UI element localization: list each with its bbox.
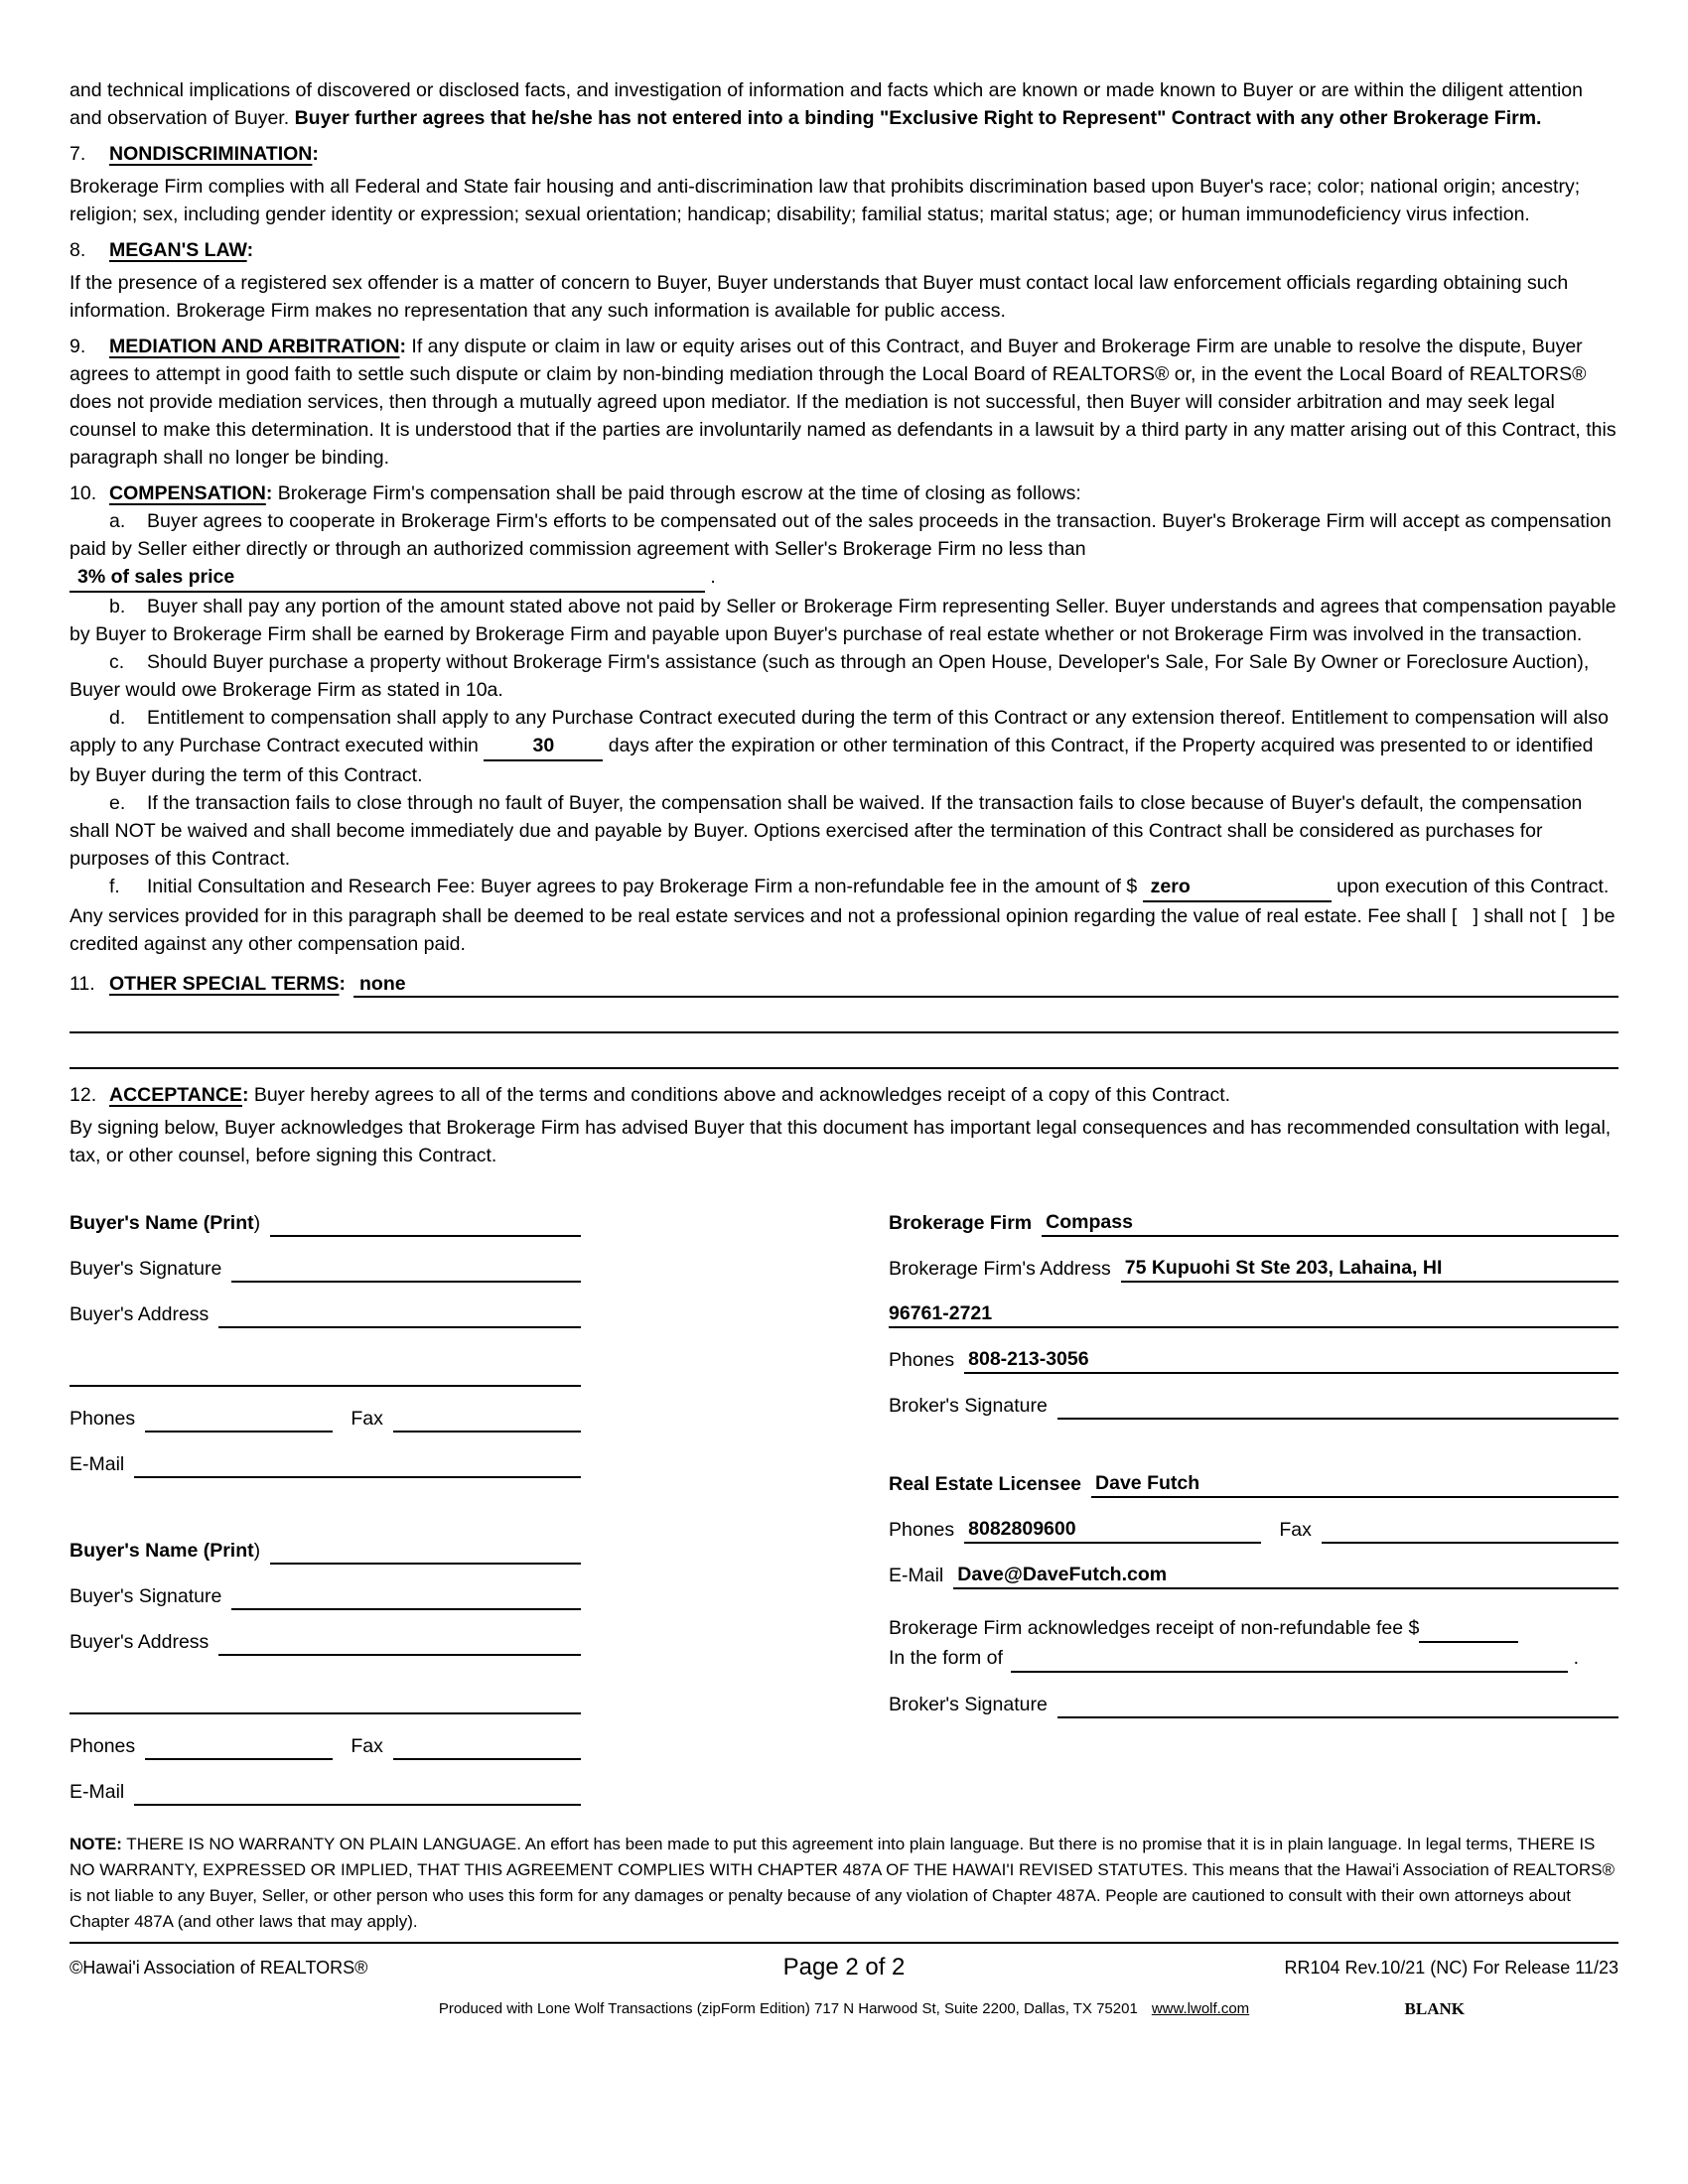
- special-terms-blank-line-2: [70, 1033, 1618, 1069]
- item-10c-number: c.: [109, 651, 125, 673]
- buyer1-address-label: Buyer's Address: [70, 1303, 210, 1325]
- fee-ack-amount-line: [1419, 1613, 1518, 1643]
- buyer1-fax-label: Fax: [351, 1408, 383, 1430]
- broker-signature2-label: Broker's Signature: [889, 1694, 1048, 1715]
- buyer1-name-row: [70, 1208, 581, 1237]
- section-12-title: ACCEPTANCE: [109, 1084, 242, 1106]
- buyer1-phones-row: [70, 1404, 581, 1433]
- section-9-body: If any dispute or claim in law or equity arises out of this Contract, and Buyer and Brokerage Firm are unable to resolve the dispute, Buyer agrees to attempt in good faith to settle such dispute or claim by non-binding mediation through the Local Board of REALTORS® or, in the event the Local Board of REALTORS® does not provide mediation services, then through a mutually agreed upon mediator. If the mediation is not successful, then Buyer will consider arbitration and may seek legal counsel to make this determination. It is understood that if the parties are involuntarily named as defendants in a lawsuit by a third party in any matter arising out of this Contract, this paragraph shall no longer be binding.: [70, 336, 1617, 469]
- days-field: [484, 732, 603, 761]
- section-11-title: OTHER SPECIAL TERMS: [109, 973, 340, 995]
- section-7-heading: [70, 140, 1618, 168]
- licensee-value: Dave Futch: [1095, 1472, 1200, 1494]
- item-10d-text: Entitlement to compensation shall apply to any Purchase Contract executed during the term of this Contract or any extension thereof. Entitlement to compensation will also apply to any Purchase Contract executed within: [70, 707, 1609, 756]
- note-label: NOTE:: [70, 1835, 122, 1853]
- buyer1-name-label-close: ): [253, 1212, 261, 1234]
- section-10-paragraph: [70, 479, 1618, 507]
- fee-ack-text: Brokerage Firm acknowledges receipt of non-refundable fee $: [889, 1617, 1420, 1639]
- buyer2-address2-row: [70, 1686, 581, 1714]
- plain-language-note: [70, 1832, 1618, 1935]
- item-10b-number: b.: [109, 596, 126, 617]
- brokerage-phones-row: [889, 1345, 1618, 1374]
- licensee-row: [889, 1469, 1618, 1498]
- footer-divider: [70, 1942, 1618, 1944]
- licensee-phones-row: [889, 1515, 1618, 1544]
- section-10-number: 10.: [70, 482, 97, 504]
- buyer2-phones-row: [70, 1731, 581, 1760]
- section-12-paragraph: [70, 1081, 1618, 1109]
- buyer2-fax-line: [393, 1731, 581, 1760]
- licensee-email-line: [953, 1561, 1618, 1589]
- item-10a-text: Buyer agrees to cooperate in Brokerage Firm's efforts to be compensated out of the sales proceeds in the transaction. Buyer's Brokerage Firm will accept as compensation paid by Seller either directly or through an authorized commission agreement with Seller's Brokerage Firm no less than: [70, 510, 1612, 560]
- licensee-email-value: Dave@DaveFutch.com: [957, 1564, 1168, 1585]
- licensee-label: Real Estate Licensee: [889, 1473, 1082, 1495]
- buyer1-address-row: [70, 1299, 581, 1328]
- buyer2-phones-line: [145, 1731, 333, 1760]
- section-7-title: NONDISCRIMINATION: [109, 143, 313, 165]
- item-10f: [70, 873, 1618, 958]
- item-10a-tail: .: [705, 566, 716, 588]
- licensee-phones-value: 8082809600: [968, 1518, 1076, 1540]
- licensee-fax-line: [1322, 1515, 1618, 1544]
- buyer1-phones-label: Phones: [70, 1408, 136, 1430]
- compensation-rate-field: [70, 563, 705, 593]
- item-10b: [70, 593, 1618, 648]
- brokerage-address2-value: 96761-2721: [889, 1302, 993, 1324]
- item-10d: [70, 704, 1618, 789]
- section-8-body: If the presence of a registered sex offender is a matter of concern to Buyer, Buyer understands that Buyer must contact local law enforcement officials regarding obtaining such information. Brokerage Firm makes no representation that any such information is available for public access.: [70, 272, 1569, 322]
- section-12-colon: :: [241, 1084, 249, 1106]
- section-10-colon: :: [265, 482, 273, 504]
- brokerage-address-label: Brokerage Firm's Address: [889, 1258, 1111, 1280]
- section-7-colon: :: [312, 143, 319, 165]
- brokerage-firm-row: [889, 1208, 1618, 1237]
- buyer2-name-row: [70, 1536, 581, 1565]
- buyer1-address2-row: [70, 1358, 581, 1387]
- item-10d-number: d.: [109, 707, 126, 729]
- fee-form-period: .: [1573, 1647, 1579, 1669]
- produced-line: [70, 1999, 1618, 2019]
- buyer1-address-line: [218, 1299, 581, 1328]
- footer-row: [70, 1954, 1618, 1981]
- special-terms-blank-line-1: [70, 998, 1618, 1033]
- copyright-text: ©Hawai'i Association of REALTORS®: [70, 1958, 368, 1978]
- fee-acknowledgement-block: [889, 1613, 1618, 1673]
- section-10-body: Brokerage Firm's compensation shall be paid through escrow at the time of closing as follows:: [272, 482, 1081, 504]
- buyer2-name-label-close: ): [253, 1540, 261, 1562]
- item-10a-number: a.: [109, 510, 126, 532]
- item-10f-number: f.: [109, 876, 120, 897]
- section-11-row: [70, 970, 1618, 998]
- brokerage-firm-value: Compass: [1046, 1211, 1133, 1233]
- section-12-number: 12.: [70, 1084, 97, 1106]
- section-9-colon: :: [399, 336, 406, 357]
- buyer2-address-line: [218, 1627, 581, 1656]
- item-10a: [70, 507, 1618, 593]
- fee-form-row: [889, 1643, 1618, 1673]
- broker-signature-line: [1057, 1391, 1618, 1420]
- item-10c-text: Should Buyer purchase a property without Brokerage Firm's assistance (such as through an Open House, Developer's Sale, For Sale By Owner or Foreclosure Auction), Buyer would owe Brokerage Firm as stated in 10a.: [70, 651, 1590, 701]
- brokerage-phones-line: [964, 1345, 1618, 1374]
- special-terms-value: none: [359, 973, 406, 995]
- brokerage-address-line: [1121, 1254, 1618, 1283]
- brokerage-phones-label: Phones: [889, 1349, 955, 1371]
- intro-text: and technical implications of discovered or disclosed facts, and investigation of information and facts which are known or made known to Buyer or are within the diligent attention and observation of Buyer.: [70, 79, 1583, 129]
- fee-form-line: [1011, 1643, 1568, 1673]
- buyer1-address2-line: [70, 1358, 581, 1387]
- licensee-email-row: [889, 1561, 1618, 1589]
- section-8-title: MEGAN'S LAW: [109, 239, 247, 261]
- buyer2-fax-label: Fax: [351, 1735, 383, 1757]
- item-10d-text2: days after the expiration or other termination of this Contract, if the Property acquired was presented to or identified by Buyer during the term of this Contract.: [70, 735, 1594, 786]
- item-10c: [70, 648, 1618, 704]
- form-revision-text: RR104 Rev.10/21 (NC) For Release 11/23: [1284, 1958, 1618, 1978]
- section-9-number: 9.: [70, 336, 86, 357]
- special-terms-field: [353, 970, 1618, 998]
- produced-text: Produced with Lone Wolf Transactions (zipForm Edition) 717 N Harwood St, Suite 2200, Dallas, TX 75201: [438, 2000, 1138, 2017]
- brokerage-address-row: [889, 1254, 1618, 1283]
- buyer2-signature-line: [231, 1581, 581, 1610]
- item-10b-text: Buyer shall pay any portion of the amount stated above not paid by Seller or Brokerage Firm representing Seller. Buyer understands and agrees that compensation payable by Buyer to Brokerage Firm shall be earned by Brokerage Firm and payable upon Buyer's purchase of real estate whether or not Brokerage Firm was involved in the transaction.: [70, 596, 1617, 645]
- buyer2-email-row: [70, 1777, 581, 1806]
- section-8-colon: :: [246, 239, 254, 261]
- licensee-email-label: E-Mail: [889, 1565, 944, 1586]
- intro-paragraph: [70, 76, 1618, 132]
- buyer2-name-line: [270, 1536, 581, 1565]
- item-10e-number: e.: [109, 792, 126, 814]
- section-7-body: Brokerage Firm complies with all Federal and State fair housing and anti-discrimination law that prohibits discrimination based upon Buyer's race; color; national origin; ancestry; religion; sex, including gender identity or expression; sexual orientation; handicap; disability; familial status; marital status; age; or human immunodeficiency virus infection.: [70, 176, 1581, 225]
- buyer1-phones-line: [145, 1404, 333, 1433]
- section-12-body2: By signing below, Buyer acknowledges that Brokerage Firm has advised Buyer that this document has important legal consequences and has recommended consultation with legal, tax, or other counsel, before signing this Contract.: [70, 1117, 1612, 1166]
- licensee-fax-label: Fax: [1279, 1519, 1312, 1541]
- broker-signature-row: [889, 1391, 1618, 1420]
- section-7-number: 7.: [70, 143, 86, 165]
- section-8-number: 8.: [70, 239, 86, 261]
- section-12-body: Buyer hereby agrees to all of the terms and conditions above and acknowledges receipt of a copy of this Contract.: [248, 1084, 1231, 1106]
- buyer2-name-label: Buyer's Name (Print: [70, 1540, 254, 1562]
- item-10e: [70, 789, 1618, 873]
- buyer1-email-label: E-Mail: [70, 1453, 125, 1475]
- buyer2-signature-label: Buyer's Signature: [70, 1585, 222, 1607]
- item-10f-text2: upon execution of this Contract. Any services provided for in this paragraph shall be deemed to be real estate services and not a professional opinion regarding the value of real estate. Fee shall [ ] shall not [ ] be credited against any other compensation paid.: [70, 876, 1616, 955]
- page-number: Page 2 of 2: [782, 1954, 906, 1980]
- buyer1-fax-line: [393, 1404, 581, 1433]
- section-11-number: 11.: [70, 973, 95, 995]
- section-8-heading: [70, 236, 1618, 264]
- broker-signature2-line: [1057, 1690, 1618, 1718]
- signature-section: [70, 1191, 1618, 1806]
- buyer1-email-line: [134, 1449, 581, 1478]
- buyer-signature-column: [70, 1191, 581, 1806]
- consultation-fee-field: [1143, 873, 1332, 902]
- section-9-paragraph: [70, 333, 1618, 472]
- section-10-title: COMPENSATION: [109, 482, 266, 504]
- licensee-line: [1091, 1469, 1618, 1498]
- item-10f-text: Initial Consultation and Research Fee: Buyer agrees to pay Brokerage Firm a non-refundable fee in the amount of $: [147, 876, 1143, 897]
- brokerage-address2-line: [889, 1299, 1618, 1328]
- compensation-rate-value: 3% of sales price: [77, 566, 235, 588]
- intro-bold-text: Buyer further agrees that he/she has not entered into a binding "Exclusive Right to Represent" Contract with any other Brokerage Firm.: [294, 107, 1542, 129]
- broker-signature-label: Broker's Signature: [889, 1395, 1048, 1417]
- days-value: 30: [532, 735, 555, 756]
- buyer1-signature-label: Buyer's Signature: [70, 1258, 222, 1280]
- buyer2-address2-line: [70, 1686, 581, 1714]
- brokerage-firm-line: [1042, 1208, 1618, 1237]
- brokerage-address2-row: [889, 1299, 1618, 1328]
- brokerage-address-value: 75 Kupuohi St Ste 203, Lahaina, HI: [1124, 1257, 1443, 1279]
- buyer1-name-line: [270, 1208, 581, 1237]
- lwolf-link[interactable]: www.lwolf.com: [1151, 2000, 1250, 2017]
- brokerage-signature-column: [889, 1191, 1618, 1806]
- licensee-phones-line: [964, 1515, 1261, 1544]
- buyer2-phones-label: Phones: [70, 1735, 136, 1757]
- brokerage-firm-label: Brokerage Firm: [889, 1212, 1033, 1234]
- buyer2-email-line: [134, 1777, 581, 1806]
- broker-signature2-row: [889, 1690, 1618, 1718]
- brokerage-phones-value: 808-213-3056: [968, 1348, 1089, 1370]
- licensee-phones-label: Phones: [889, 1519, 955, 1541]
- item-10e-text: If the transaction fails to close through no fault of Buyer, the compensation shall be waived. If the transaction fails to close because of Buyer's default, the compensation shall NOT be waived and shall become immediately due and payable by Buyer. Options exercised after the termination of this Contract shall be considered as purchases for purposes of this Contract.: [70, 792, 1583, 870]
- buyer1-signature-row: [70, 1254, 581, 1283]
- note-text: THERE IS NO WARRANTY ON PLAIN LANGUAGE. An effort has been made to put this agreement into plain language. But there is no promise that it is in plain language. In legal terms, THERE IS NO WARRANTY, EXPRESSED OR IMPLIED, THAT THIS AGREEMENT COMPLIES WITH CHAPTER 487A OF THE HAWAI'I REVISED STATUTES. This means that the Hawai'i Association of REALTORS® is not liable to any Buyer, Seller, or other person who uses this form for any damages or penalty because of any violation of Chapter 487A. People are cautioned to consult with their own attorneys about Chapter 487A (and other laws that may apply).: [70, 1835, 1616, 1931]
- consultation-fee-value: zero: [1150, 876, 1191, 897]
- buyer1-name-label: Buyer's Name (Print: [70, 1212, 254, 1234]
- buyer2-signature-row: [70, 1581, 581, 1610]
- fee-ack-row: [889, 1613, 1618, 1643]
- buyer2-address-row: [70, 1627, 581, 1656]
- section-9-title: MEDIATION AND ARBITRATION: [109, 336, 400, 357]
- buyer2-email-label: E-Mail: [70, 1781, 125, 1803]
- section-11-colon: :: [339, 973, 346, 995]
- blank-watermark: BLANK: [1404, 1999, 1465, 2018]
- buyer1-email-row: [70, 1449, 581, 1478]
- fee-form-label: In the form of: [889, 1647, 1003, 1669]
- buyer1-signature-line: [231, 1254, 581, 1283]
- buyer2-address-label: Buyer's Address: [70, 1631, 210, 1653]
